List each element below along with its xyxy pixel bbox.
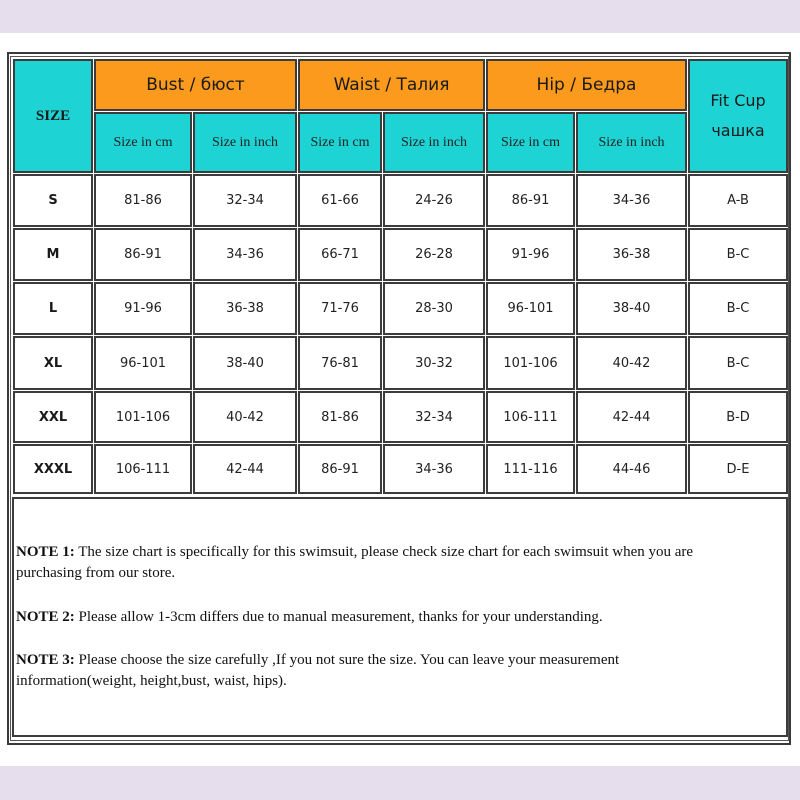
waist-inch-cell: 34-36 [383, 444, 485, 494]
waist-inch-cell: 26-28 [383, 228, 485, 281]
fit-cup-label-en: Fit Cup [710, 91, 766, 110]
hip-inch-cell: 34-36 [576, 174, 687, 227]
note-3-text-cont: information(weight, height,bust, waist, hips). [16, 673, 287, 689]
waist-cm-cell: 71-76 [298, 282, 382, 335]
note-1-text-cont: purchasing from our store. [16, 565, 176, 581]
bust-cm-header: Size in cm [94, 112, 192, 173]
size-cell: XXXL [13, 444, 93, 494]
bust-inch-cell: 38-40 [193, 336, 297, 390]
hip-cm-cell: 91-96 [486, 228, 575, 281]
hip-cm-cell: 106-111 [486, 391, 575, 443]
waist-inch-cell: 30-32 [383, 336, 485, 390]
bust-cm-cell: 86-91 [94, 228, 192, 281]
note-3-text: Please choose the size carefully ,If you not sure the size. You can leave your measurement [74, 652, 620, 668]
size-column-header: SIZE [13, 59, 93, 173]
waist-cm-cell: 81-86 [298, 391, 382, 443]
bust-cm-cell: 101-106 [94, 391, 192, 443]
notes-box [12, 497, 788, 737]
note-2 [16, 607, 776, 628]
bust-cm-cell: 106-111 [94, 444, 192, 494]
note-1-text: The size chart is specifically for this swimsuit, please check size chart for each swimsuit when you are [74, 544, 694, 560]
hip-inch-cell: 36-38 [576, 228, 687, 281]
cup-cell: B-C [688, 336, 788, 390]
top-band [0, 0, 800, 33]
waist-cm-header: Size in cm [298, 112, 382, 173]
waist-inch-cell: 28-30 [383, 282, 485, 335]
size-cell: S [13, 174, 93, 227]
cup-cell: D-E [688, 444, 788, 494]
bust-cm-cell: 81-86 [94, 174, 192, 227]
cup-cell: B-D [688, 391, 788, 443]
hip-inch-header: Size in inch [576, 112, 687, 173]
fit-cup-label-ru: чашка [711, 121, 765, 140]
note-2-text: Please allow 1-3cm differs due to manual measurement, thanks for your understanding. [74, 609, 603, 625]
fit-cup-header [688, 59, 788, 173]
note-2-label: NOTE 2: [16, 609, 75, 625]
cup-cell: A-B [688, 174, 788, 227]
size-cell: XXL [13, 391, 93, 443]
waist-inch-cell: 32-34 [383, 391, 485, 443]
hip-inch-cell: 42-44 [576, 391, 687, 443]
bust-cm-cell: 96-101 [94, 336, 192, 390]
bust-inch-cell: 40-42 [193, 391, 297, 443]
bottom-band [0, 766, 800, 800]
bust-inch-cell: 36-38 [193, 282, 297, 335]
size-cell: M [13, 228, 93, 281]
bust-group-header: Bust / бюст [94, 59, 297, 111]
waist-cm-cell: 61-66 [298, 174, 382, 227]
waist-cm-cell: 66-71 [298, 228, 382, 281]
hip-cm-header: Size in cm [486, 112, 575, 173]
waist-group-header: Waist / Талия [298, 59, 485, 111]
waist-cm-cell: 76-81 [298, 336, 382, 390]
hip-cm-cell: 96-101 [486, 282, 575, 335]
hip-cm-cell: 86-91 [486, 174, 575, 227]
cup-cell: B-C [688, 228, 788, 281]
waist-inch-header: Size in inch [383, 112, 485, 173]
bust-inch-cell: 34-36 [193, 228, 297, 281]
note-3 [16, 650, 776, 692]
note-1 [16, 542, 776, 584]
size-cell: L [13, 282, 93, 335]
note-1-label: NOTE 1: [16, 544, 75, 560]
hip-cm-cell: 101-106 [486, 336, 575, 390]
waist-cm-cell: 86-91 [298, 444, 382, 494]
size-cell: XL [13, 336, 93, 390]
hip-inch-cell: 38-40 [576, 282, 687, 335]
hip-inch-cell: 40-42 [576, 336, 687, 390]
bust-inch-header: Size in inch [193, 112, 297, 173]
hip-group-header: Hip / Бедра [486, 59, 687, 111]
bust-cm-cell: 91-96 [94, 282, 192, 335]
waist-inch-cell: 24-26 [383, 174, 485, 227]
bust-inch-cell: 42-44 [193, 444, 297, 494]
hip-cm-cell: 111-116 [486, 444, 575, 494]
note-3-label: NOTE 3: [16, 652, 75, 668]
bust-inch-cell: 32-34 [193, 174, 297, 227]
cup-cell: B-C [688, 282, 788, 335]
hip-inch-cell: 44-46 [576, 444, 687, 494]
